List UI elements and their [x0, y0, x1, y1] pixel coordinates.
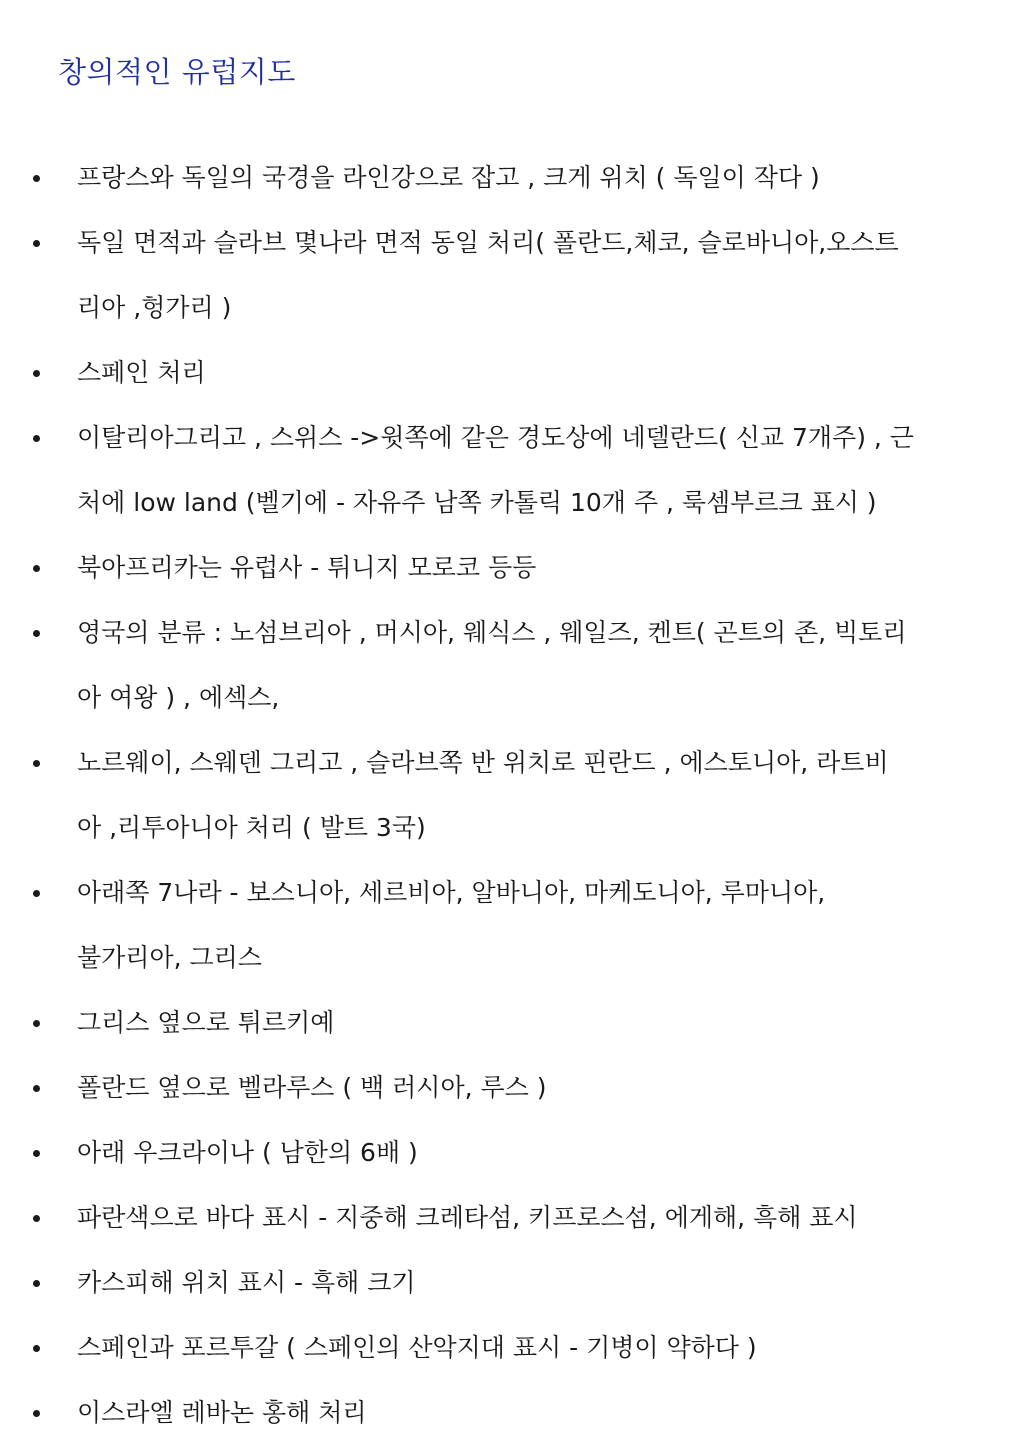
list-item: [0, 145, 1018, 210]
list-item-text-line: 영국의 분류 : 노섬브리아 , 머시아, 웨식스 , 웨일즈, 켄트( 곤트의 존, 빅토리: [77, 618, 907, 647]
list-item-text-line: 아 ,리투아니아 처리 ( 발트 3국): [77, 813, 426, 842]
list-item: [0, 990, 1018, 1055]
bullet-dot-icon: [33, 435, 40, 442]
list-item-text-line: 불가리아, 그리스: [77, 943, 262, 972]
list-item: [0, 1315, 1018, 1380]
list-item: [0, 1380, 1018, 1445]
bullet-dot-icon: [33, 175, 40, 182]
list-item-text-line: 아 여왕 ) , 에섹스,: [77, 683, 280, 712]
list-item-text-line: 카스피해 위치 표시 - 흑해 크기: [77, 1268, 416, 1297]
list-item-text-line: 프랑스와 독일의 국경을 라인강으로 잡고 , 크게 위치 ( 독일이 작다 ): [77, 163, 820, 192]
list-item-text-line: 파란색으로 바다 표시 - 지중해 크레타섬, 키프로스섬, 에게해, 흑해 표시: [77, 1203, 858, 1232]
bullet-dot-icon: [33, 240, 40, 247]
list-item-text-line: 이스라엘 레바논 홍해 처리: [77, 1398, 367, 1427]
bullet-dot-icon: [33, 1345, 40, 1352]
list-item-text-line: 폴란드 옆으로 벨라루스 ( 백 러시아, 루스 ): [77, 1073, 547, 1102]
bullet-dot-icon: [33, 1215, 40, 1222]
bullet-dot-icon: [33, 565, 40, 572]
page-title: 창의적인 유럽지도: [58, 55, 296, 89]
bullet-dot-icon: [33, 1020, 40, 1027]
list-item: [0, 860, 1018, 990]
list-item-text-line: 독일 면적과 슬라브 몇나라 면적 동일 처리( 폴란드,체코, 슬로바니아,오스트: [77, 228, 899, 257]
bullet-dot-icon: [33, 760, 40, 767]
list-item: [0, 1250, 1018, 1315]
list-item-text-line: 처에 low land (벨기에 - 자유주 남쪽 카톨릭 10개 주 , 룩셈부르크 표시 ): [77, 488, 877, 517]
list-item-text-line: 스페인과 포르투갈 ( 스페인의 산악지대 표시 - 기병이 약하다 ): [77, 1333, 757, 1362]
list-item-text-line: 노르웨이, 스웨덴 그리고 , 슬라브쪽 반 위치로 핀란드 , 에스토니아, 라트비: [77, 748, 889, 777]
list-item: [0, 210, 1018, 340]
list-item-text-line: 그리스 옆으로 튀르키예: [77, 1008, 335, 1037]
bullet-dot-icon: [33, 1280, 40, 1287]
list-item: [0, 1055, 1018, 1120]
list-item-text-line: 북아프리카는 유럽사 - 튀니지 모로코 등등: [77, 553, 537, 582]
bullet-dot-icon: [33, 630, 40, 637]
list-item: [0, 1120, 1018, 1185]
bullet-dot-icon: [33, 370, 40, 377]
list-item: [0, 1185, 1018, 1250]
list-item: [0, 600, 1018, 730]
list-item-text-line: 아래쪽 7나라 - 보스니아, 세르비아, 알바니아, 마케도니아, 루마니아,: [77, 878, 826, 907]
list-item: [0, 535, 1018, 600]
list-item: [0, 340, 1018, 405]
list-item-text-line: 스페인 처리: [77, 358, 206, 387]
list-item-text-line: 리아 ,헝가리 ): [77, 293, 232, 322]
list-item-text-line: 이탈리아그리고 , 스위스 ->윗쪽에 같은 경도상에 네델란드( 신교 7개주) , 근: [77, 423, 914, 452]
bullet-dot-icon: [33, 1410, 40, 1417]
list-item: [0, 730, 1018, 860]
bullet-list: [0, 145, 1018, 1445]
bullet-dot-icon: [33, 1085, 40, 1092]
bullet-dot-icon: [33, 890, 40, 897]
list-item-text-line: 아래 우크라이나 ( 남한의 6배 ): [77, 1138, 418, 1167]
bullet-dot-icon: [33, 1150, 40, 1157]
list-item: [0, 405, 1018, 535]
